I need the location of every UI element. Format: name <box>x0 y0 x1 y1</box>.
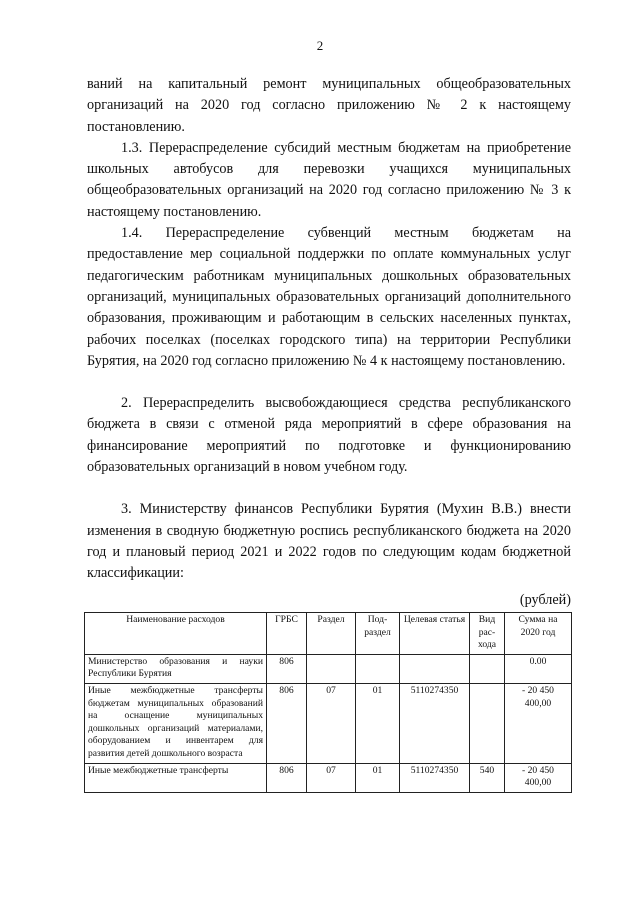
cell-section <box>307 654 356 683</box>
header-type: Вид рас-хода <box>470 613 505 655</box>
cell-subsection: 01 <box>356 763 400 792</box>
cell-name: Иные межбюджетные трансферты <box>85 763 267 792</box>
header-name: Наименование расходов <box>85 613 267 655</box>
header-amount: Сумма на 2020 год <box>505 613 572 655</box>
paragraph-1-3: 1.3. Перераспределение субсидий местным бюджетам на приобретение школьных автобусов для перевозки учащихся муниципальных общеобразовательных организаций на 2020 год согласно приложению № 3 к настоящему постановлению. <box>87 139 571 220</box>
cell-amount: 0.00 <box>505 654 572 683</box>
cell-target: 5110274350 <box>400 763 470 792</box>
budget-table <box>84 612 572 793</box>
cell-section: 07 <box>307 763 356 792</box>
unit-label: (рублей) <box>519 592 571 608</box>
cell-target <box>400 654 470 683</box>
cell-name: Иные межбюджетные трансферты бюджетам муниципальных образований на оснащение муниципальных дошкольных организаций материалами, оборудованием и инвентарем для развития детей дошкольного возраста <box>85 683 267 763</box>
header-subsection: Под-раздел <box>356 613 400 655</box>
table-row <box>85 763 572 792</box>
header-section: Раздел <box>307 613 356 655</box>
header-grbs: ГРБС <box>267 613 307 655</box>
cell-grbs: 806 <box>267 763 307 792</box>
cell-section: 07 <box>307 683 356 763</box>
cell-name: Министерство образования и науки Республики Бурятия <box>85 654 267 683</box>
page-number: 2 <box>316 38 324 53</box>
paragraph-continuation: ваний на капитальный ремонт муниципальных общеобразовательных организаций на 2020 год согласно приложению № 2 к настоящему постановлению. <box>87 76 571 135</box>
cell-type: 540 <box>470 763 505 792</box>
paragraph-3: 3. Министерству финансов Республики Бурятия (Мухин В.В.) внести изменения в сводную бюджетную роспись республиканского бюджета на 2020 год и плановый период 2021 и 2022 годов по следующим кодам бюджетной классификации: <box>87 501 571 582</box>
cell-amount: - 20 450 400,00 <box>505 683 572 763</box>
cell-type <box>470 683 505 763</box>
cell-target: 5110274350 <box>400 683 470 763</box>
table-row <box>85 654 572 683</box>
paragraph-1-4: 1.4. Перераспределение субвенций местным бюджетам на предоставление мер социальной поддержки по оплате коммунальных услуг педагогическим работникам муниципальных дошкольных образовательных организаций, муниципальных образовательных организаций дополнительного образования, проживающим и работающим в сельских населенных пунктах, рабочих поселках (поселках городского типа) на территории Республики Бурятия, на 2020 год согласно приложению № 4 к настоящему постановлению. <box>87 225 571 369</box>
cell-subsection <box>356 654 400 683</box>
cell-grbs: 806 <box>267 654 307 683</box>
table-row <box>85 683 572 763</box>
table-header-row <box>85 613 572 655</box>
document-body <box>87 74 571 585</box>
header-target: Целевая статья <box>400 613 470 655</box>
cell-type <box>470 654 505 683</box>
paragraph-2: 2. Перераспределить высвобождающиеся средства республиканского бюджета в связи с отменой ряда мероприятий в сфере образования на финансирование мероприятий по подготовке и функционированию образовательных организаций в новом учебном году. <box>87 395 571 476</box>
cell-grbs: 806 <box>267 683 307 763</box>
cell-amount: - 20 450 400,00 <box>505 763 572 792</box>
cell-subsection: 01 <box>356 683 400 763</box>
